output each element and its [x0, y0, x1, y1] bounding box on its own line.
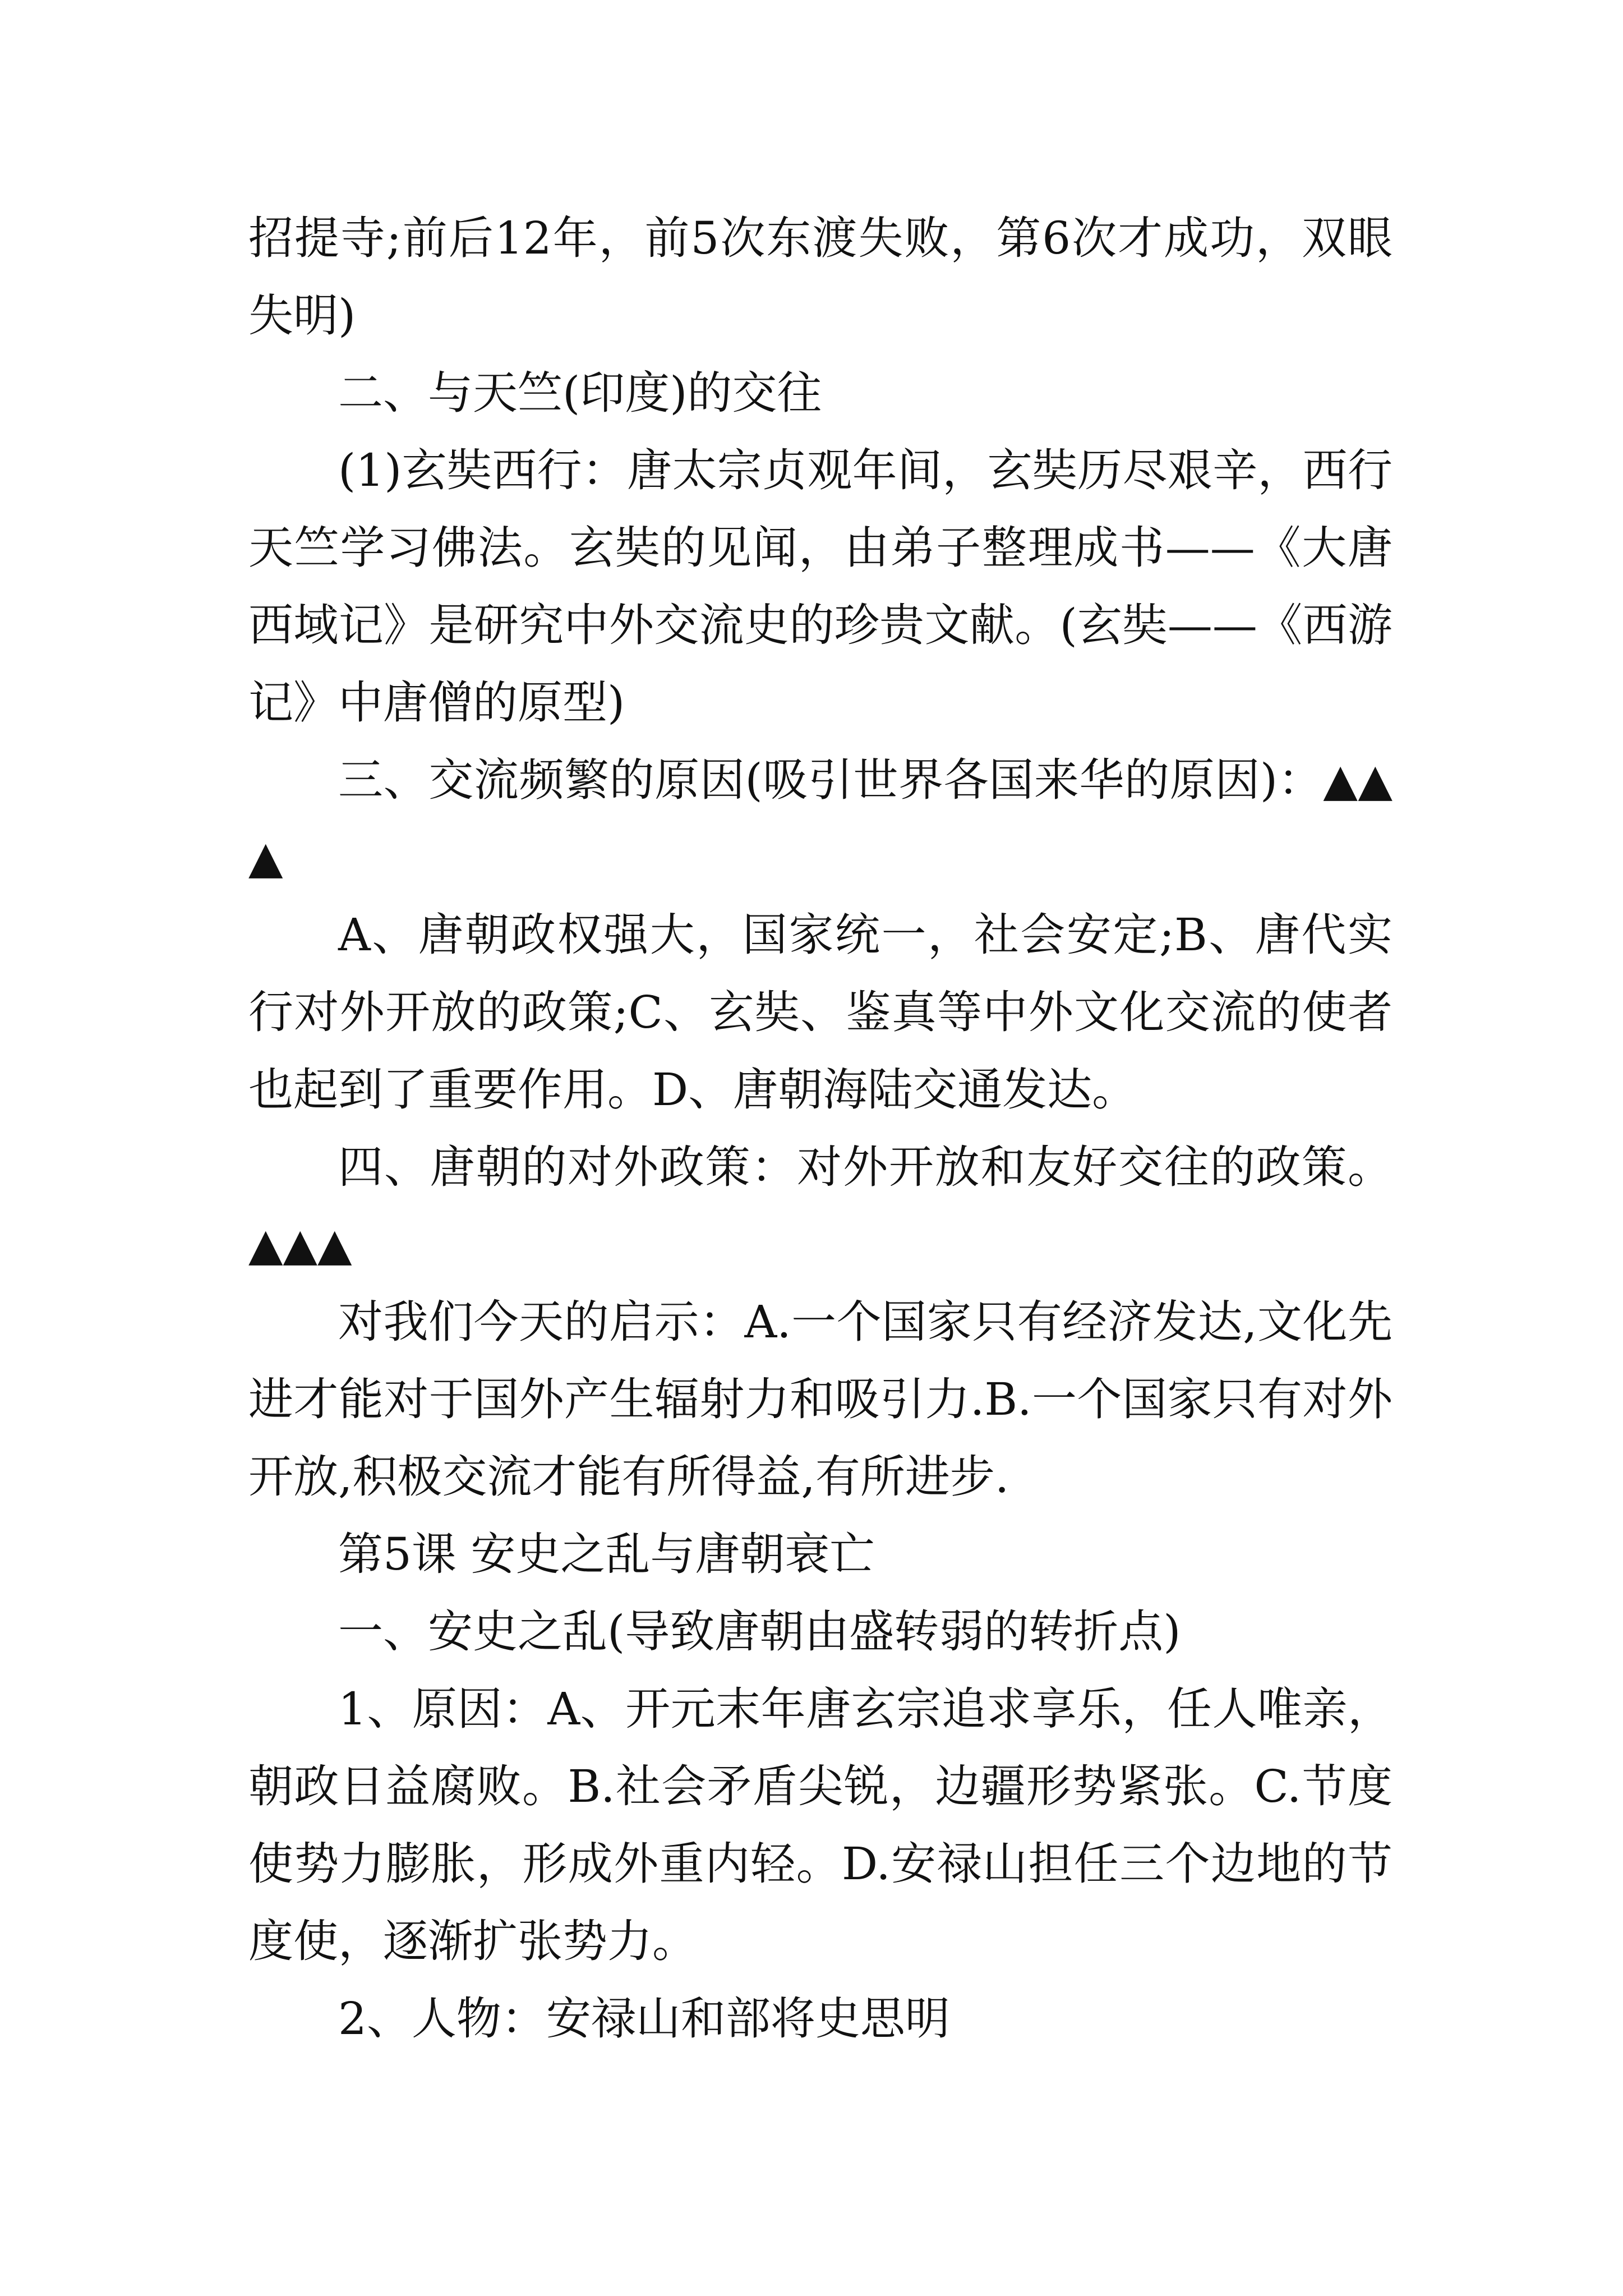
paragraph-4: 三、交流频繁的原因(吸引世界各国来华的原因)：▲▲▲	[248, 754, 1393, 884]
paragraph-9: 一、安史之乱(导致唐朝由盛转弱的转折点)	[338, 1605, 1181, 1658]
paragraph-8: 第5课 安史之乱与唐朝衰亡	[338, 1528, 875, 1580]
paragraph-3: (1)玄奘西行：唐太宗贞观年间，玄奘历尽艰辛，西行天竺学习佛法。玄奘的见闻，由弟子整理成书——《大唐西域记》是研究中外交流史的珍贵文献。(玄奘——《西游记》中唐僧的原型)	[248, 444, 1393, 729]
paragraph-7: 对我们今天的启示：A.一个国家只有经济发达,文化先进才能对于国外产生辐射力和吸引力.B.一个国家只有对外开放,积极交流才能有所得益,有所进步.	[248, 1296, 1393, 1503]
paragraph-6: 四、唐朝的对外政策：对外开放和友好交往的政策。▲▲▲	[248, 1141, 1393, 1271]
document-body	[248, 200, 1393, 2058]
paragraph-10: 1、原因：A、开元末年唐玄宗追求享乐，任人唯亲，朝政日益腐败。B.社会矛盾尖锐，边疆形势紧张。C.节度使势力膨胀，形成外重内轻。D.安禄山担任三个边地的节度使，逐渐扩张势力。	[248, 1683, 1393, 1967]
paragraph-1: 招提寺;前后12年，前5次东渡失败，第6次才成功，双眼失明)	[248, 212, 1393, 342]
paragraph-2: 二、与天竺(印度)的交往	[338, 367, 822, 419]
paragraph-11: 2、人物：安禄山和部将史思明	[338, 1993, 950, 2045]
paragraph-5: A、唐朝政权强大，国家统一，社会安定;B、唐代实行对外开放的政策;C、玄奘、鉴真等中外文化交流的使者也起到了重要作用。D、唐朝海陆交通发达。	[248, 909, 1393, 1116]
